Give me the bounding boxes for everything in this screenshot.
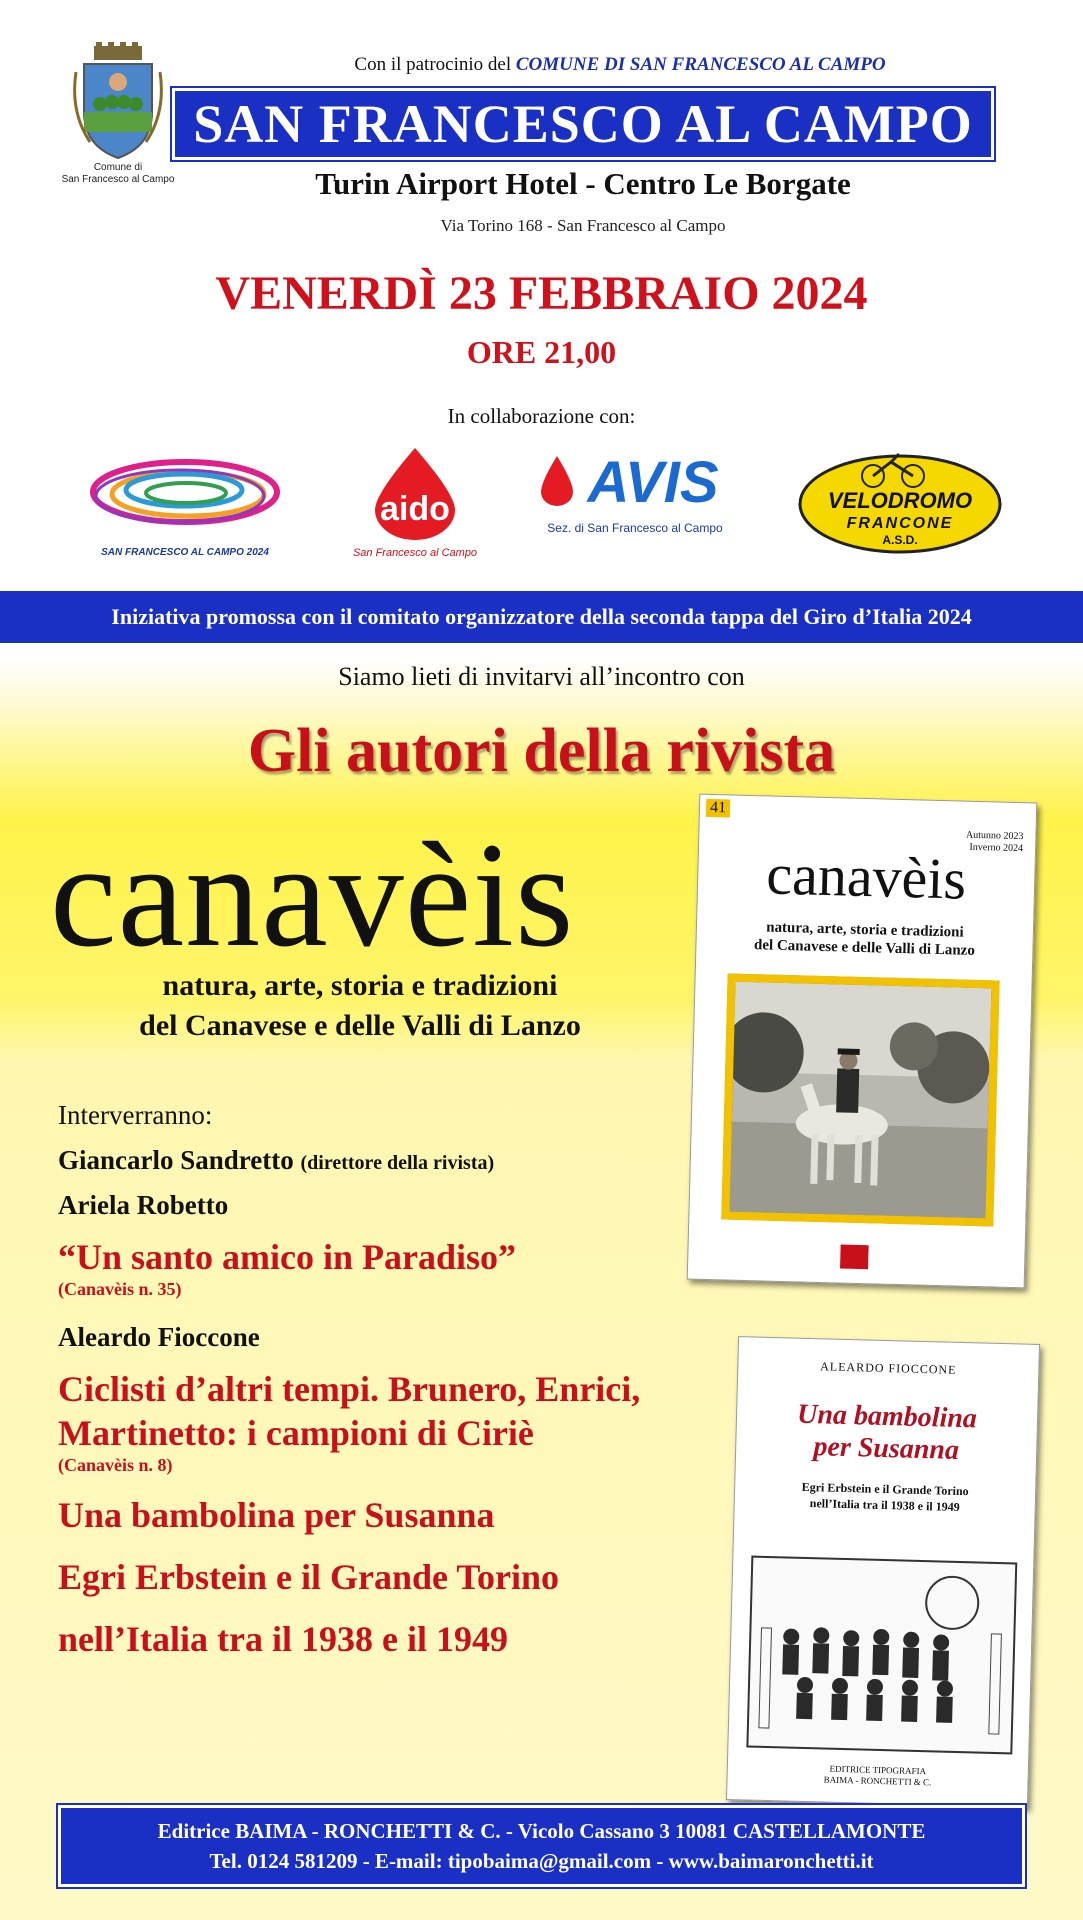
speaker1-name: Giancarlo Sandretto: [58, 1145, 294, 1175]
avis-text: AVIS: [587, 450, 719, 515]
book-title-line1: Una bambolina per Susanna: [58, 1495, 495, 1535]
book-publisher-line2: BAIMA - RONCHETTI & C.: [823, 1774, 932, 1788]
cover-title: canavèis: [765, 841, 967, 912]
town-banner: [172, 88, 994, 160]
collaboration-label: In collaborazione con:: [447, 404, 636, 428]
cover-photo: [721, 973, 999, 1226]
speakers-list: [58, 1100, 698, 1670]
avis-caption: Sez. di San Francesco al Campo: [547, 521, 723, 535]
velo-line1: VELODROMO: [827, 488, 973, 513]
crest-caption-line2: San Francesco al Campo: [61, 174, 175, 185]
speaker3-reference: (Canavèis n. 8): [58, 1455, 173, 1475]
invite-text: Siamo lieti di invitarvi all’incontro con: [338, 662, 745, 691]
aido-logo: [345, 446, 485, 566]
speaker1-role: (direttore della rivista): [300, 1152, 495, 1174]
patronage-entity: COMUNE DI SAN FRANCESCO AL CAMPO: [515, 54, 886, 75]
cover-season-line1: Autunno 2023: [965, 829, 1024, 843]
velodromo-logo: [795, 446, 1005, 566]
initiative-text: Iniziativa promossa con il comitato organizzatore della seconda tappa del Giro d’Italia 2024: [111, 604, 972, 629]
speaker2-name: Ariela Robetto: [58, 1190, 229, 1220]
velo-line3: A.S.D.: [882, 533, 918, 547]
footer-line2: Tel. 0124 581209 - E-mail: tipobaima@gmail.com - www.baimaronchetti.it: [209, 1849, 874, 1873]
magazine-subtitle: [60, 966, 660, 1046]
speaker2-talk-title: “Un santo amico in Paradiso”: [58, 1237, 517, 1277]
book-cover-subtitle-line1: Egri Erbstein e il Grande Torino: [801, 1479, 969, 1499]
velo-line2: FRANCONE: [846, 515, 954, 532]
book-cover-title: [736, 1397, 1038, 1469]
crest-icon: [70, 42, 166, 162]
magazine-subtitle-line1: natura, arte, storia e tradizioni: [162, 969, 558, 1002]
avis-logo: [535, 446, 735, 566]
giro-swirl-icon: [80, 446, 290, 542]
publisher-footer: [58, 1805, 1025, 1887]
venue-name: Turin Airport Hotel - Centro Le Borgate: [315, 166, 851, 201]
cover-subtitle-line1: natura, arte, storia e tradizioni: [765, 919, 964, 941]
patronage-text: [310, 54, 930, 76]
speaker3-talk-title-line2: Martinetto: i campioni di Ciriè: [58, 1413, 534, 1453]
team-sketch: [746, 1556, 1017, 1755]
speaker-name: [58, 1145, 698, 1176]
book-cover-title-line2: per Susanna: [813, 1431, 960, 1466]
velodromo-icon: [795, 446, 1005, 556]
event-time: ORE 21,00: [466, 334, 617, 370]
speaker2-reference: (Canavèis n. 35): [58, 1279, 182, 1299]
cover-season-line2: Inverno 2024: [969, 841, 1024, 855]
cover-issue-number: 41: [706, 799, 730, 818]
cover-subtitle-line2: del Canavese e delle Valli di Lanzo: [753, 937, 976, 959]
book-cover: [726, 1336, 1040, 1808]
book-cover-title-line1: Una bambolina: [796, 1398, 978, 1435]
town-banner-text: SAN FRANCESCO AL CAMPO: [193, 94, 973, 154]
venue-address: Via Torino 168 - San Francesco al Campo: [440, 216, 726, 235]
speakers-intro: Interverranno:: [58, 1100, 213, 1130]
book-title-line3: nell’Italia tra il 1938 e il 1949: [58, 1619, 508, 1659]
crest-caption-line1: Comune di: [93, 162, 143, 173]
aido-text: aido: [380, 490, 450, 528]
aido-caption: San Francesco al Campo: [352, 547, 478, 559]
book-title-line2: Egri Erbstein e il Grande Torino: [58, 1557, 560, 1597]
giro-logo: [80, 446, 290, 566]
speaker3-name: Aleardo Fioccone: [58, 1322, 260, 1352]
magazine-subtitle-line2: del Canavese e delle Valli di Lanzo: [139, 1009, 581, 1042]
book-publisher: [727, 1761, 1027, 1791]
authors-title: Gli autori della rivista: [247, 717, 836, 785]
speaker3-talk-title-line1: Ciclisti d’altri tempi. Brunero, Enrici,: [58, 1369, 641, 1409]
initiative-banner: [0, 588, 1083, 646]
magazine-cover: [687, 794, 1038, 1289]
patronage-prefix: Con il patrocinio del: [354, 54, 512, 75]
giro-caption: SAN FRANCESCO AL CAMPO 2024: [101, 547, 269, 558]
publisher-mark: [840, 1245, 869, 1270]
aido-drop-icon: [345, 446, 485, 542]
cover-subtitle: [696, 917, 1033, 962]
town-crest: [58, 42, 178, 210]
book-cover-subtitle: [735, 1477, 1036, 1517]
avis-icon: [535, 446, 735, 516]
magazine-name: canavèis: [50, 812, 575, 978]
footer-line1: Editrice BAIMA - RONCHETTI & C. - Vicolo Cassano 3 10081 CASTELLAMONTE: [157, 1819, 926, 1843]
team-sketch-icon: [748, 1558, 1015, 1753]
book-publisher-line1: EDITRICE TIPOGRAFIA: [829, 1763, 927, 1777]
horse-rider-photo-icon: [729, 982, 991, 1219]
event-date: VENERDÌ 23 FEBBRAIO 2024: [215, 267, 868, 320]
book-cover-subtitle-line2: nell’Italia tra il 1938 e il 1949: [809, 1496, 960, 1514]
book-author: ALEARDO FIOCCONE: [820, 1359, 957, 1377]
